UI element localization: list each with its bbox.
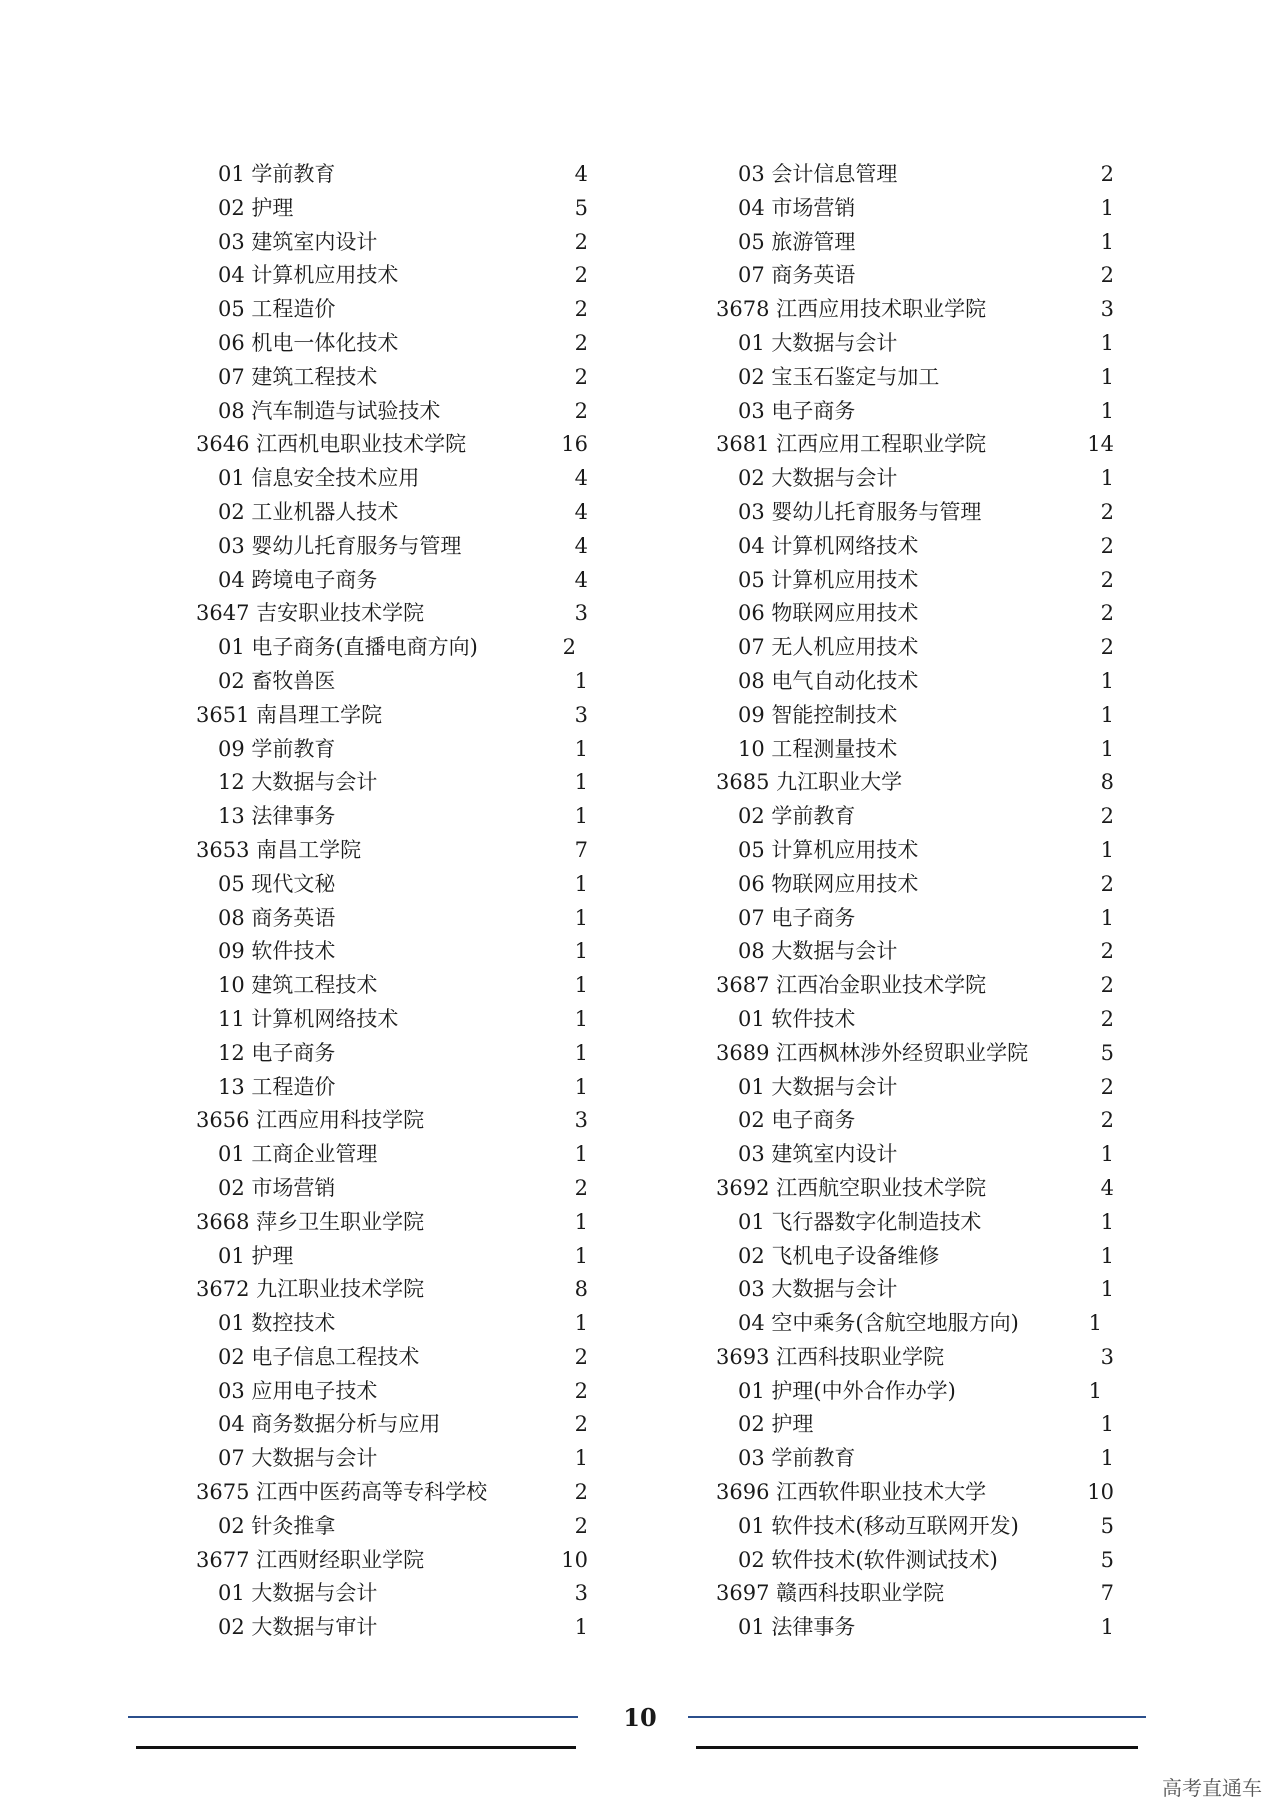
major-row <box>196 1408 588 1442</box>
row-label: 3677 江西财经职业学院 <box>196 1547 425 1572</box>
major-row <box>716 158 1114 192</box>
major-row <box>196 1611 588 1645</box>
page-number: 10 <box>623 1703 657 1732</box>
row-label: 06 机电一体化技术 <box>218 330 399 355</box>
row-label: 07 建筑工程技术 <box>218 364 378 389</box>
major-row <box>196 1071 588 1105</box>
row-label: 08 汽车制造与试验技术 <box>218 398 441 423</box>
major-row <box>196 395 588 429</box>
school-row <box>716 1037 1114 1071</box>
row-label: 04 计算机应用技术 <box>218 263 399 288</box>
major-row <box>716 834 1114 868</box>
footer-rule-blue-left <box>128 1716 578 1718</box>
major-row <box>196 1240 588 1274</box>
major-row <box>716 1442 1114 1476</box>
row-count: 1 <box>574 1040 588 1065</box>
row-count: 3 <box>574 1581 588 1606</box>
row-count: 5 <box>1100 1513 1114 1538</box>
school-row <box>196 428 588 462</box>
row-label: 03 婴幼儿托育服务与管理 <box>218 533 462 558</box>
row-label: 02 飞机电子设备维修 <box>738 1243 940 1268</box>
row-count: 10 <box>1087 1480 1114 1505</box>
row-label: 06 物联网应用技术 <box>738 871 919 896</box>
school-row <box>196 597 588 631</box>
row-label: 02 学前教育 <box>738 804 856 829</box>
major-row <box>196 293 588 327</box>
row-label: 01 护理(中外合作办学) <box>738 1378 956 1403</box>
row-count: 4 <box>574 533 588 558</box>
row-count: 7 <box>1100 1581 1114 1606</box>
row-label: 3653 南昌工学院 <box>196 837 362 862</box>
row-count: 5 <box>1100 1547 1114 1572</box>
school-row <box>716 293 1114 327</box>
row-count: 5 <box>574 195 588 220</box>
major-row <box>716 1510 1114 1544</box>
row-count: 2 <box>1100 871 1114 896</box>
school-row <box>716 1172 1114 1206</box>
major-row <box>716 1273 1114 1307</box>
school-row <box>716 1577 1114 1611</box>
row-count: 1 <box>1100 1446 1114 1471</box>
row-count: 4 <box>1100 1175 1114 1200</box>
major-row <box>196 259 588 293</box>
row-label: 02 护理 <box>218 195 294 220</box>
major-row <box>196 1577 588 1611</box>
row-label: 3689 江西枫林涉外经贸职业学院 <box>716 1040 1029 1065</box>
major-row <box>716 699 1114 733</box>
row-label: 3687 江西冶金职业技术学院 <box>716 973 987 998</box>
major-row <box>196 1172 588 1206</box>
row-count: 2 <box>1100 1108 1114 1133</box>
row-label: 04 市场营销 <box>738 195 856 220</box>
major-row <box>716 1206 1114 1240</box>
row-count: 2 <box>574 1344 588 1369</box>
major-row <box>196 1375 588 1409</box>
row-count: 2 <box>1100 939 1114 964</box>
row-count: 2 <box>574 1412 588 1437</box>
row-label: 09 学前教育 <box>218 736 336 761</box>
row-count: 2 <box>574 1378 588 1403</box>
major-row <box>716 259 1114 293</box>
row-count: 2 <box>1100 635 1114 660</box>
row-label: 01 电子商务(直播电商方向) <box>218 635 478 660</box>
row-count: 1 <box>574 871 588 896</box>
row-label: 01 护理 <box>218 1243 294 1268</box>
row-label: 08 商务英语 <box>218 905 336 930</box>
row-count: 16 <box>561 432 588 457</box>
row-count: 2 <box>574 364 588 389</box>
row-count: 7 <box>574 837 588 862</box>
row-count: 1 <box>1088 1378 1102 1403</box>
row-label: 04 计算机网络技术 <box>738 533 919 558</box>
row-label: 05 计算机应用技术 <box>738 567 919 592</box>
row-label: 03 建筑室内设计 <box>738 1142 898 1167</box>
row-count: 2 <box>1100 601 1114 626</box>
row-count: 1 <box>1100 1243 1114 1268</box>
row-label: 3692 江西航空职业技术学院 <box>716 1175 987 1200</box>
row-label: 09 智能控制技术 <box>738 702 898 727</box>
row-count: 2 <box>1100 263 1114 288</box>
row-label: 10 建筑工程技术 <box>218 973 378 998</box>
row-label: 10 工程测量技术 <box>738 736 898 761</box>
major-row <box>716 530 1114 564</box>
row-count: 2 <box>574 297 588 322</box>
row-label: 09 软件技术 <box>218 939 336 964</box>
row-count: 2 <box>1100 1074 1114 1099</box>
major-row <box>716 462 1114 496</box>
row-label: 01 大数据与会计 <box>218 1581 378 1606</box>
row-count: 8 <box>574 1277 588 1302</box>
major-row <box>716 361 1114 395</box>
row-count: 1 <box>1100 229 1114 254</box>
major-row <box>196 361 588 395</box>
row-count: 1 <box>574 1074 588 1099</box>
row-count: 2 <box>562 635 576 660</box>
major-row <box>716 733 1114 767</box>
row-label: 03 大数据与会计 <box>738 1277 898 1302</box>
major-row <box>196 564 588 598</box>
row-label: 02 护理 <box>738 1412 814 1437</box>
major-row <box>196 327 588 361</box>
major-row <box>196 868 588 902</box>
row-label: 08 电气自动化技术 <box>738 668 919 693</box>
row-label: 03 婴幼儿托育服务与管理 <box>738 499 982 524</box>
row-label: 01 学前教育 <box>218 162 336 186</box>
row-label: 01 数控技术 <box>218 1311 336 1336</box>
row-label: 3656 江西应用科技学院 <box>196 1108 425 1133</box>
major-row <box>196 462 588 496</box>
major-row <box>196 902 588 936</box>
major-row <box>196 800 588 834</box>
row-count: 1 <box>574 804 588 829</box>
right-column <box>716 158 1114 1645</box>
major-row <box>716 935 1114 969</box>
row-count: 1 <box>1100 1412 1114 1437</box>
row-label: 08 大数据与会计 <box>738 939 898 964</box>
row-label: 01 法律事务 <box>738 1615 856 1640</box>
school-row <box>196 1104 588 1138</box>
row-count: 2 <box>574 263 588 288</box>
row-count: 4 <box>574 499 588 524</box>
row-label: 04 跨境电子商务 <box>218 567 378 592</box>
row-label: 3672 九江职业技术学院 <box>196 1277 425 1302</box>
row-count: 1 <box>1088 1311 1102 1336</box>
row-label: 07 无人机应用技术 <box>738 635 919 660</box>
row-label: 05 现代文秘 <box>218 871 336 896</box>
row-count: 4 <box>574 567 588 592</box>
row-count: 1 <box>1100 1209 1114 1234</box>
major-row <box>196 1510 588 1544</box>
major-row <box>196 1138 588 1172</box>
major-row <box>196 766 588 800</box>
row-label: 03 应用电子技术 <box>218 1378 378 1403</box>
major-row <box>196 1003 588 1037</box>
row-count: 1 <box>574 1209 588 1234</box>
row-label: 02 软件技术(软件测试技术) <box>738 1547 998 1572</box>
school-row <box>716 428 1114 462</box>
major-row <box>716 395 1114 429</box>
row-count: 4 <box>574 162 588 186</box>
row-count: 2 <box>1100 162 1114 186</box>
row-label: 01 大数据与会计 <box>738 330 898 355</box>
row-count: 1 <box>1100 668 1114 693</box>
row-label: 3678 江西应用技术职业学院 <box>716 297 987 322</box>
row-count: 2 <box>1100 1006 1114 1031</box>
row-count: 5 <box>1100 1040 1114 1065</box>
row-count: 1 <box>1100 1615 1114 1640</box>
major-row <box>196 935 588 969</box>
school-row <box>196 1273 588 1307</box>
major-row <box>196 1037 588 1071</box>
row-label: 3668 萍乡卫生职业学院 <box>196 1209 425 1234</box>
school-row <box>716 766 1114 800</box>
row-label: 04 空中乘务(含航空地服方向) <box>738 1311 1019 1336</box>
row-label: 3647 吉安职业技术学院 <box>196 601 425 626</box>
row-label: 07 大数据与会计 <box>218 1446 378 1471</box>
footer-rule-black-left <box>136 1746 576 1749</box>
row-label: 02 畜牧兽医 <box>218 668 336 693</box>
row-label: 02 大数据与审计 <box>218 1615 378 1640</box>
row-count: 2 <box>1100 973 1114 998</box>
row-label: 05 工程造价 <box>218 297 336 322</box>
school-row <box>716 1476 1114 1510</box>
row-count: 1 <box>1100 837 1114 862</box>
row-label: 3651 南昌理工学院 <box>196 702 383 727</box>
footer-rule-black-right <box>696 1746 1138 1749</box>
row-label: 07 电子商务 <box>738 905 856 930</box>
major-row <box>716 1375 1114 1409</box>
row-count: 2 <box>574 229 588 254</box>
row-label: 3675 江西中医药高等专科学校 <box>196 1480 488 1505</box>
row-label: 03 会计信息管理 <box>738 162 898 186</box>
major-row <box>716 665 1114 699</box>
left-column <box>196 158 588 1645</box>
major-row <box>716 564 1114 598</box>
row-label: 02 电子商务 <box>738 1108 856 1133</box>
row-label: 01 工商企业管理 <box>218 1142 378 1167</box>
major-row <box>716 631 1114 665</box>
row-label: 02 电子信息工程技术 <box>218 1344 420 1369</box>
major-row <box>196 665 588 699</box>
row-label: 03 建筑室内设计 <box>218 229 378 254</box>
row-count: 1 <box>574 1142 588 1167</box>
watermark: 高考直通车 <box>1162 1776 1262 1800</box>
row-label: 02 大数据与会计 <box>738 466 898 491</box>
row-count: 8 <box>1100 770 1114 795</box>
major-row <box>196 733 588 767</box>
major-row <box>716 1544 1114 1578</box>
major-row <box>716 192 1114 226</box>
major-row <box>716 226 1114 260</box>
major-row <box>716 1071 1114 1105</box>
major-row <box>716 902 1114 936</box>
row-label: 05 计算机应用技术 <box>738 837 919 862</box>
major-row <box>716 1307 1114 1341</box>
row-label: 02 工业机器人技术 <box>218 499 399 524</box>
row-count: 4 <box>574 466 588 491</box>
row-label: 3693 江西科技职业学院 <box>716 1344 945 1369</box>
row-label: 01 飞行器数字化制造技术 <box>738 1209 982 1234</box>
school-row <box>196 1544 588 1578</box>
major-row <box>716 1104 1114 1138</box>
row-count: 3 <box>1100 1344 1114 1369</box>
major-row <box>196 1341 588 1375</box>
row-count: 1 <box>574 736 588 761</box>
row-count: 2 <box>1100 499 1114 524</box>
major-row <box>196 969 588 1003</box>
row-count: 1 <box>1100 1277 1114 1302</box>
row-label: 02 宝玉石鉴定与加工 <box>738 364 940 389</box>
row-count: 1 <box>1100 1142 1114 1167</box>
row-count: 2 <box>1100 804 1114 829</box>
row-label: 07 商务英语 <box>738 263 856 288</box>
row-count: 2 <box>1100 567 1114 592</box>
row-count: 2 <box>574 1480 588 1505</box>
school-row <box>196 699 588 733</box>
row-label: 01 软件技术 <box>738 1006 856 1031</box>
row-count: 3 <box>574 601 588 626</box>
row-label: 02 市场营销 <box>218 1175 336 1200</box>
major-row <box>716 800 1114 834</box>
major-row <box>196 631 588 665</box>
row-count: 1 <box>574 1446 588 1471</box>
row-count: 1 <box>574 668 588 693</box>
major-row <box>716 597 1114 631</box>
row-count: 1 <box>1100 905 1114 930</box>
row-label: 01 信息安全技术应用 <box>218 466 420 491</box>
row-label: 04 商务数据分析与应用 <box>218 1412 441 1437</box>
row-count: 1 <box>1100 466 1114 491</box>
row-label: 3681 江西应用工程职业学院 <box>716 432 987 457</box>
row-count: 3 <box>574 702 588 727</box>
row-label: 03 电子商务 <box>738 398 856 423</box>
row-count: 1 <box>574 905 588 930</box>
row-count: 3 <box>574 1108 588 1133</box>
row-count: 10 <box>561 1547 588 1572</box>
row-count: 1 <box>1100 195 1114 220</box>
row-label: 3646 江西机电职业技术学院 <box>196 432 467 457</box>
row-label: 12 大数据与会计 <box>218 770 378 795</box>
major-row <box>196 530 588 564</box>
school-row <box>196 834 588 868</box>
row-label: 05 旅游管理 <box>738 229 856 254</box>
major-row <box>716 1611 1114 1645</box>
major-row <box>716 1240 1114 1274</box>
major-row <box>196 192 588 226</box>
row-label: 12 电子商务 <box>218 1040 336 1065</box>
major-row <box>716 868 1114 902</box>
row-label: 3696 江西软件职业技术大学 <box>716 1480 987 1505</box>
row-label: 11 计算机网络技术 <box>218 1006 399 1031</box>
row-count: 1 <box>574 1615 588 1640</box>
major-row <box>716 1408 1114 1442</box>
row-label: 3697 赣西科技职业学院 <box>716 1581 945 1606</box>
row-count: 1 <box>1100 702 1114 727</box>
school-row <box>196 1476 588 1510</box>
row-label: 06 物联网应用技术 <box>738 601 919 626</box>
row-label: 01 大数据与会计 <box>738 1074 898 1099</box>
row-label: 3685 九江职业大学 <box>716 770 903 795</box>
row-label: 13 法律事务 <box>218 804 336 829</box>
row-count: 3 <box>1100 297 1114 322</box>
row-count: 14 <box>1087 432 1114 457</box>
row-count: 1 <box>574 939 588 964</box>
major-row <box>196 1307 588 1341</box>
row-count: 1 <box>1100 330 1114 355</box>
row-label: 02 针灸推拿 <box>218 1513 336 1538</box>
major-row <box>196 158 588 192</box>
major-row <box>196 226 588 260</box>
row-count: 1 <box>574 973 588 998</box>
row-label: 13 工程造价 <box>218 1074 336 1099</box>
school-row <box>196 1206 588 1240</box>
row-count: 1 <box>574 1006 588 1031</box>
major-row <box>196 1442 588 1476</box>
row-count: 2 <box>574 1513 588 1538</box>
row-label: 03 学前教育 <box>738 1446 856 1471</box>
school-row <box>716 1341 1114 1375</box>
major-row <box>716 1138 1114 1172</box>
major-row <box>716 496 1114 530</box>
major-row <box>716 1003 1114 1037</box>
row-count: 2 <box>574 1175 588 1200</box>
row-count: 1 <box>1100 364 1114 389</box>
school-row <box>716 969 1114 1003</box>
row-count: 2 <box>574 330 588 355</box>
row-count: 1 <box>574 1243 588 1268</box>
footer-rule-blue-right <box>688 1716 1146 1718</box>
major-row <box>716 327 1114 361</box>
row-count: 1 <box>1100 398 1114 423</box>
major-row <box>196 496 588 530</box>
row-count: 1 <box>574 1311 588 1336</box>
row-count: 1 <box>1100 736 1114 761</box>
row-count: 2 <box>574 398 588 423</box>
row-label: 01 软件技术(移动互联网开发) <box>738 1513 1019 1538</box>
row-count: 1 <box>574 770 588 795</box>
row-count: 2 <box>1100 533 1114 558</box>
